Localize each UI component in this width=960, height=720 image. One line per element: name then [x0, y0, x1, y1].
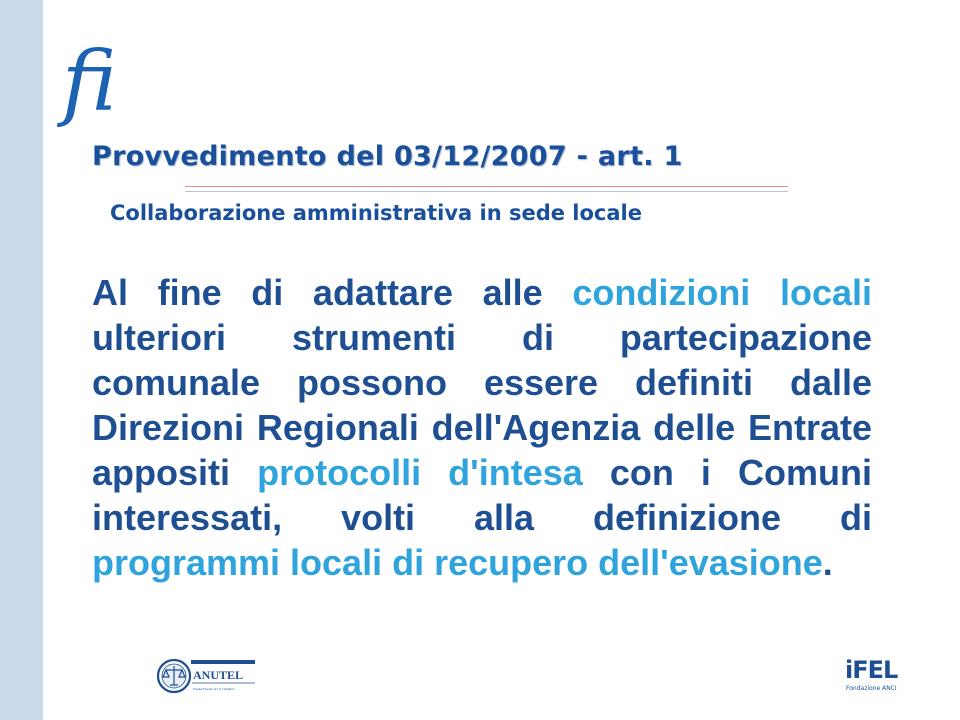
body-text-segment: Al fine di adattare alle: [92, 272, 573, 313]
highlight-condizioni-locali: condizioni locali: [572, 272, 872, 313]
side-band: [0, 0, 43, 720]
slide-subtitle: Collaborazione amministrativa in sede locale: [110, 201, 642, 225]
fi-logo: fi: [62, 35, 117, 130]
ifel-wordmark: iFEL: [845, 656, 898, 684]
body-text-segment: ulteriori strumenti di partecipazione comunale possono essere definiti dalle Direzioni Regionali dell'Agenzia delle Entrate appositi: [92, 317, 872, 493]
anutel-wordmark: ANUTEL: [193, 668, 244, 682]
anutel-motto: Equità Fiscale per il Cittadino: [193, 687, 235, 691]
slide-title: Provvedimento del 03/12/2007 - art. 1: [92, 141, 683, 172]
body-text-segment: con i Comuni interessati, volti alla definizione di: [92, 452, 872, 538]
ifel-logo: [845, 657, 903, 703]
body-paragraph: [92, 270, 872, 585]
highlight-programmi-recupero: programmi locali di recupero dell'evasione: [92, 542, 823, 583]
ifel-caption: Fondazione ANCI: [846, 685, 897, 692]
anutel-logo: [157, 656, 257, 696]
title-rule-grey: [185, 191, 788, 192]
anutel-top-band: [191, 660, 255, 664]
body-text-segment: .: [822, 542, 833, 583]
highlight-protocolli-intesa: protocolli d'intesa: [257, 452, 583, 493]
title-rule-red: [185, 186, 788, 187]
